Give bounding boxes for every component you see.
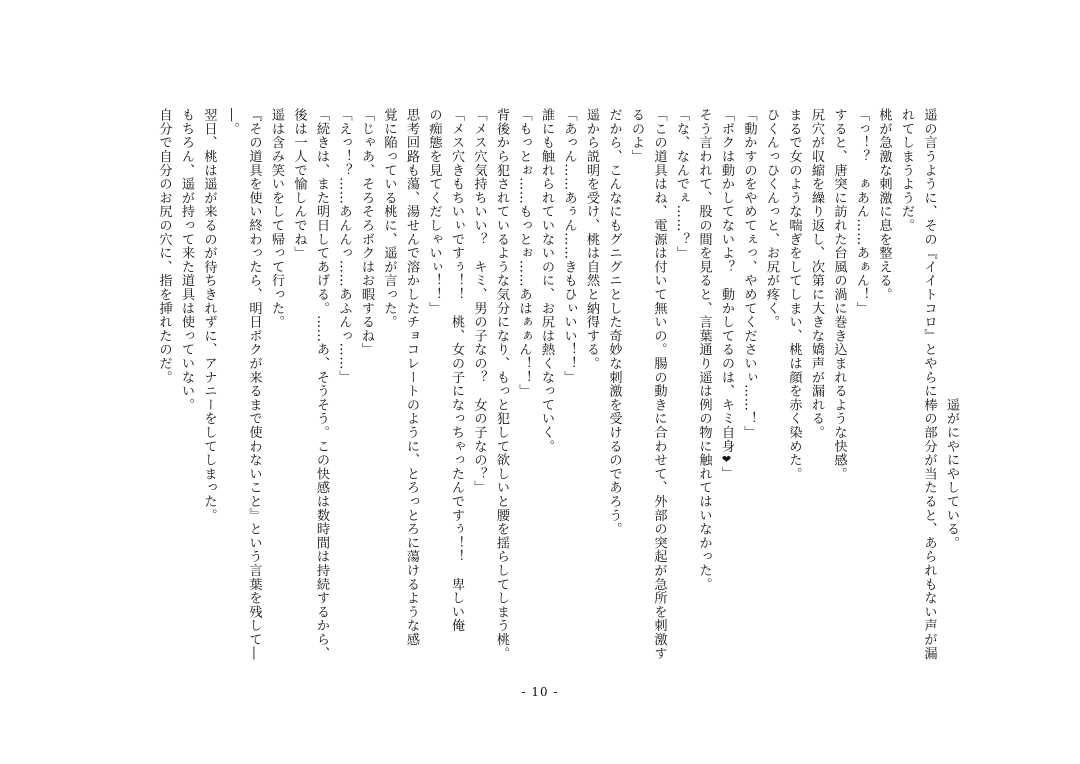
text-line: 誰にも触れられていないのに、お尻は熱くなっていく。 bbox=[539, 108, 554, 453]
text-line: 「続きは、また明日してあげる。……あ、そうそう。この快感は数時間は持続するから、 bbox=[314, 108, 329, 660]
text-line: ―。 bbox=[224, 108, 239, 136]
text-line: まるで女のような喘ぎをしてしまい、桃は顔を赤く染めた。 bbox=[786, 108, 802, 481]
text-line: 「えっ！？……あんんっ……あふんっ……」 bbox=[336, 108, 352, 384]
text-line: 「この道具はね、電源は付いて無いの。腸の動きに合わせて、外部の突起が急所を刺激す bbox=[651, 108, 667, 660]
text-line: 「あっん……あぅん……きもひぃいい！！」 bbox=[561, 108, 577, 384]
text-line: 「な、なんでぇ……？」 bbox=[674, 108, 689, 260]
closing-quote: 」 bbox=[719, 466, 734, 481]
vertical-text-body bbox=[122, 108, 962, 693]
text-line: 翌日、桃は遥が来るのが待ちきれずに、アナニーをしてしまった。 bbox=[201, 108, 217, 522]
text-line: 遥から説明を受け、桃は自然と納得する。 bbox=[584, 108, 599, 371]
text-line: だから、こんなにもグニグニとした奇妙な刺激を受けるのであろう。 bbox=[606, 108, 622, 536]
text-line: 尻穴が収縮を繰り返し、次第に大きな嬌声が漏れる。 bbox=[809, 108, 824, 440]
heart-icon: ❤ bbox=[720, 453, 733, 467]
text-line: 「ボクは動かしてないよ？ 動かしてるのは、キミ自身❤」 bbox=[715, 108, 738, 693]
text-line: 後は一人で愉しんでね」 bbox=[291, 108, 307, 260]
text-line: 「動かすのをやめてぇっ、やめてくださいぃ……！」 bbox=[741, 108, 757, 440]
text-line: 覚に陥っている桃に、遥が言った。 bbox=[381, 108, 397, 329]
text-line: 「っ！？ ぁあん……あぁん！」 bbox=[854, 108, 869, 315]
page-number: - 10 - bbox=[521, 685, 559, 699]
text-line: 「メス穴きもちいぃですぅ！！ 桃、女の子になっちゃったんですぅ！！ 卑しい俺 bbox=[449, 108, 464, 633]
text-line: 自分で自分のお尻の穴に、指を挿れたのだ。 bbox=[156, 108, 172, 384]
text-line: すると、唐突に訪れた台風の渦に巻き込まれるような快感。 bbox=[831, 108, 847, 481]
text-line: るのよ」 bbox=[629, 108, 644, 164]
text-line: 遥は含み笑いをして帰って行った。 bbox=[269, 108, 284, 329]
text-line: もちろん、遥が持って来た道具は使っていない。 bbox=[179, 108, 194, 412]
text-line: れてしまうようだ。 bbox=[899, 108, 914, 233]
text-line: 『その道具を使い終わったら、明日ボクが来るまで使わないこと』という言葉を残して― bbox=[246, 108, 262, 660]
text-line: 背後から犯されているような気分になり、もっと犯して欲しいと腰を揺らしてしまう桃。 bbox=[494, 108, 509, 660]
text-line: そう言われて、股の間を見ると、言葉通り遥は例の物に触れてはいなかった。 bbox=[696, 108, 712, 591]
text-line: 桃が急激な刺激に息を整える。 bbox=[876, 108, 892, 302]
text-line: 思考回路も蕩、湯せんで溶かしたチョコレートのように、とろっとろに蕩けるような感 bbox=[404, 108, 419, 647]
text-line: ひくんっひくんっと、お尻が疼く。 bbox=[764, 108, 779, 329]
text-line: 遥の言うように、その『イイトコロ』とやらに棒の部分が当たると、あられもない声が漏 bbox=[921, 108, 937, 660]
text-line: 「メス穴気持ちいい？ キミ、男の子なの？ 女の子なの？」 bbox=[471, 108, 487, 495]
text-line: 「じゃあ、そろそろボクはお暇するね」 bbox=[359, 108, 374, 357]
text-line: 遥がにやにやしている。 bbox=[944, 108, 959, 550]
text-line: の痴態を見てくだしゃいぃ！！」 bbox=[426, 108, 442, 315]
text-line: 「もっとぉ……もっとぉ……あはぁぁん！！」 bbox=[516, 108, 532, 398]
